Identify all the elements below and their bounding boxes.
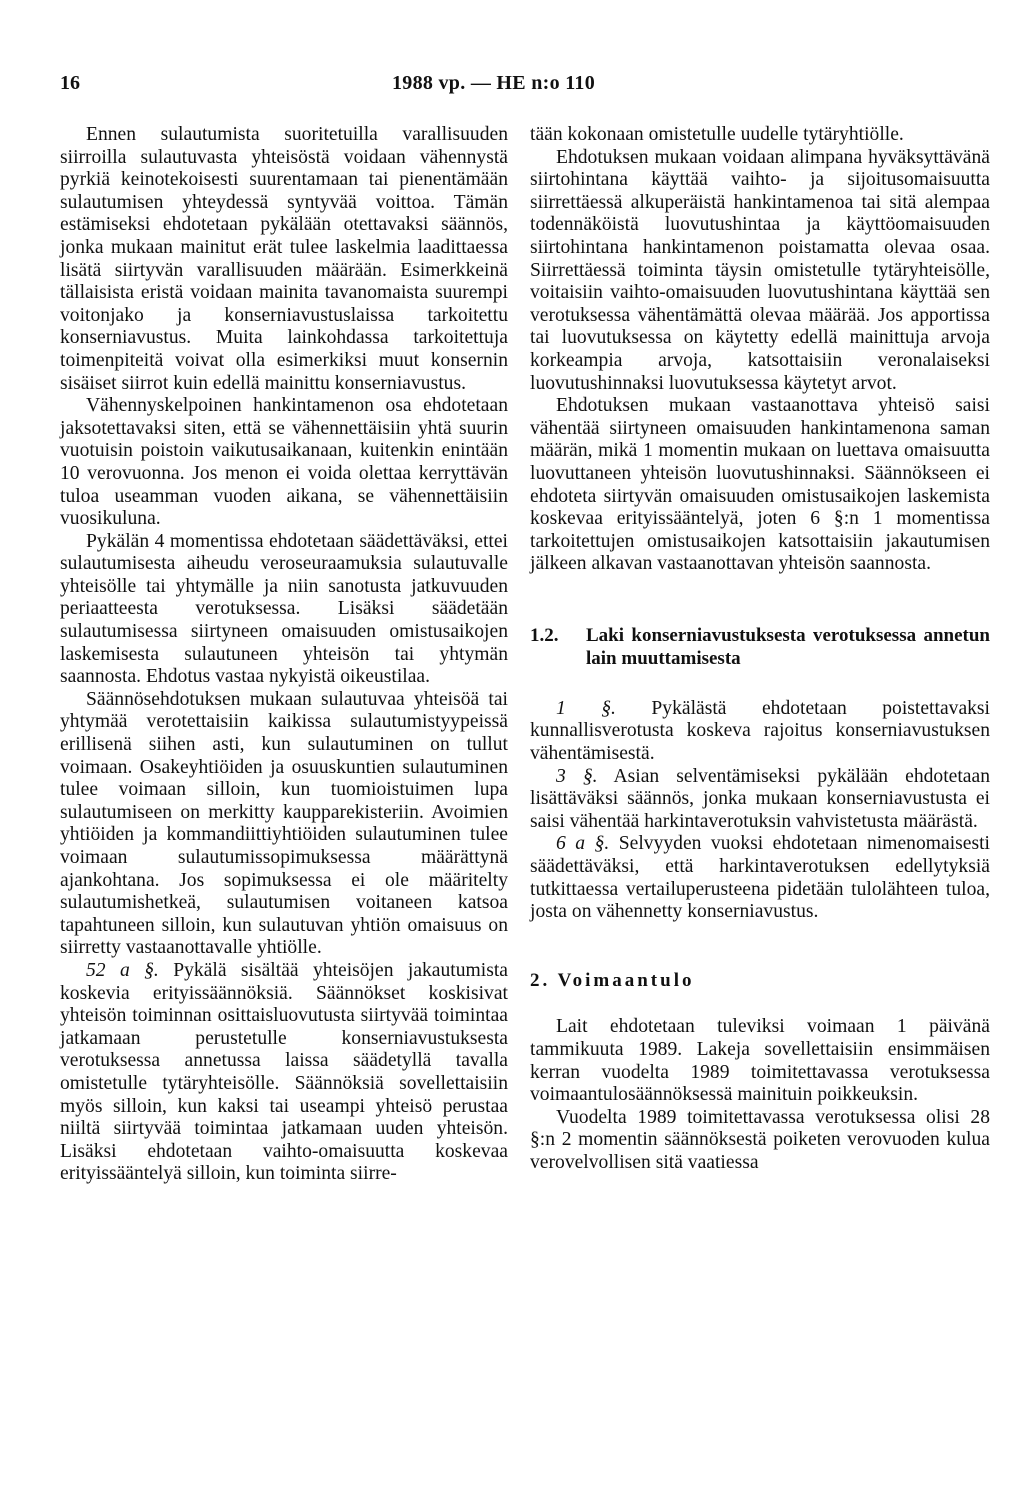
running-head: 1988 vp. — HE n:o 110: [392, 72, 595, 94]
page-number: 16: [60, 72, 80, 94]
paragraph: Vähennyskelpoinen hankintamenon osa ehdotetaan jaksotettavaksi siten, että se vähennettäisiin yhtä suurin vuotuisin poistoin vaikutusaikanaan, kuitenkin enintään 10 verovuonna. Jos menon ei voida olettaa kerryttävän tuloa useamman vuoden aikana, se vähennettäisiin vuosikuluna.: [60, 395, 508, 530]
page-header: [60, 72, 990, 102]
section-heading-number: 1.2.: [530, 624, 559, 646]
paragraph: tään kokonaan omistetulle uudelle tytäryhtiölle.: [530, 124, 904, 145]
paragraph: Lait ehdotetaan tuleviksi voimaan 1 päivänä tammikuuta 1989. Lakeja sovellettaisiin ensimmäisen kerran vuodelta 1989 toimitettavassa verotuksessa voimaantulosäännöksessä mainituin poikkeuksin.: [530, 1016, 990, 1106]
paragraph: Ehdotuksen mukaan voidaan alimpana hyväksyttävänä siirtohintana käyttää vaihto- ja sijoitusomaisuutta siirrettäessä alkuperäistä hankintamenoa tai sitä alempaa todennäköistä luovutushintaa ja käyttöomaisuuden siirtohintana hankintamenon poistamatta olevaa osaa. Siirrettäessä toiminta täysin omistetulle tytäryhteisölle, voitaisiin vaihto-omaisuuden luovutushintana käyttää sen verotuksessa vähentämättä olevaa määrää. Jos apportissa tai luovutuksessa on käytetty edellä mainittuja arvoja korkeampia arvoja, katsottaisiin veronalaiseksi luovutushinnaksi luovutuksessa käytetyt arvot.: [530, 146, 990, 394]
section-number: 1 §.: [556, 697, 616, 719]
paragraph: Vuodelta 1989 toimitettavassa verotuksessa olisi 28 §:n 2 momentin säännöksestä poiketen verovuoden kulua verovelvollisen sitä vaatiessa: [530, 1106, 990, 1173]
paragraph-section-1: [530, 698, 990, 766]
paragraph-text: Pykälä sisältää yhteisöjen jakautumista koskevia erityissäännöksiä. Säännökset koskisivat yhteisön toiminnan osittaisluovutusta siirtyvää toimintaa jatkamaan perustetulle konserniavustuksesta verotuksessa annetussa laissa säädetyllä tavalla omistetulle tytäryhteisölle. Säännöksiä sovellettaisiin myös silloin, kun kaksi tai useampi yhteisö perustaa niiltä siirtyvää toimintaa jatkamaan uuden yhteisön. Lisäksi ehdotetaan vaihto-omaisuutta koskevaa erityissääntelyä silloin, kun toiminta siirre-: [60, 959, 508, 1185]
section-heading-text: Laki konserniavustuksesta verotuksessa annetun lain muuttamisesta: [586, 624, 990, 669]
paragraph: Säännösehdotuksen mukaan sulautuvaa yhteisöä tai yhtymää verotettaisiin kaikissa sulautumistyypeissä erillisenä siihen asti, kun sulautuminen on tullut voimaan. Osakeyhtiöiden ja osuuskuntien sulautuminen tulee voimaan silloin, kun tuomioistuimen lupa sulautumiseen on merkitty kaupparekisteriin. Avoimien yhtiöiden ja kommandiittiyhtiöiden sulautuminen tulee voimaan sulautumissopimuksessa määrättynä ajankohtana. Jos sopimuksessa ei ole määritelty sulautumishetkeä, sulautumisen voitaneen katsoa tapahtuneen silloin, kun sulautuvan yhtiön omaisuus on siirretty vastaanottavalle yhtiölle.: [60, 688, 508, 959]
section-heading-voimaantulo: 2. Voimaantulo: [530, 969, 695, 991]
paragraph: Pykälän 4 momentissa ehdotetaan säädettäväksi, ettei sulautumisesta aiheudu veroseuraamuksia sulautuvalle yhteisölle tai yhtymälle ja niin sanotusta jatkuvuuden periaatteesta verotuksessa. Lisäksi säädetään sulautumisessa siirtyneen omaisuuden omistusaikojen laskemisesta sulautuneen yhteisön tai yhtymän saannosta. Ehdotus vastaa nykyistä oikeustilaa.: [60, 530, 508, 688]
paragraph-section-3: [530, 766, 990, 834]
paragraph-section-52a: [60, 960, 508, 1186]
right-column: [530, 124, 990, 1175]
left-column: [60, 124, 508, 1186]
section-number: 52 a §.: [86, 959, 159, 981]
section-heading: [530, 624, 990, 670]
section-number: 3 §.: [556, 765, 598, 787]
paragraph-text: Asian selventämiseksi pykälään ehdotetaan lisättäväksi säännös, jonka mukaan konserniavustusta ei saisi vähentää harkintaverotuksin vahvistetusta määrästä.: [530, 765, 990, 832]
paragraph-section-6a: [530, 833, 990, 923]
paragraph-text: Pykälästä ehdotetaan poistettavaksi kunnallisverotusta koskeva rajoitus konserniavustuksen vähentämisestä.: [530, 697, 991, 765]
paragraph-text: Selvyyden vuoksi ehdotetaan nimenomaisesti säädettäväksi, että harkintaverotuksen edellytyksiä tutkittaessa vertailuperusteena pidetään tulolähteen tuloa, josta on vähennetty konserniavustus.: [530, 833, 990, 923]
section-number: 6 a §.: [556, 833, 610, 855]
paragraph: Ennen sulautumista suoritetuilla varallisuuden siirroilla sulautuvasta yhteisöstä voidaan vähennystä pyrkiä keinotekoisesti suurentamaan tai pienentämään sulautumisen yhteydessä syntyvää voittoa. Tämän estämiseksi ehdotetaan pykälään otettavaksi säännös, jonka mukaan mainitut erät tulee laskelmia laadittaessa lisätä siirtyvän varallisuuden määrään. Esimerkkeinä tällaisista eristä voidaan mainita tavanomaista suurempi voitonjako ja konserniavustuslaissa tarkoitettu konserniavustus. Muita lainkohdassa tarkoitettuja toimenpiteitä voivat olla esimerkiksi muut konsernin sisäiset siirrot kuin edellä mainittu konserniavustus.: [60, 124, 508, 394]
paragraph: Ehdotuksen mukaan vastaanottava yhteisö saisi vähentää siirtyneen omaisuuden hankintamenona saman määrän, mikä 1 momentin mukaan on luettava omaisuutta luovuttaneen yhteisön luovutushinnaksi. Säännökseen ei ehdoteta siirtyvän omaisuuden omistusaikojen laskemista koskevaa erityissääntelyä, joten 6 §:n 1 momentissa tarkoitettujen omistusaikojen katsottaisiin jakautumisen jälkeen alkavan vastaanottavan yhteisön saannosta.: [530, 395, 990, 575]
